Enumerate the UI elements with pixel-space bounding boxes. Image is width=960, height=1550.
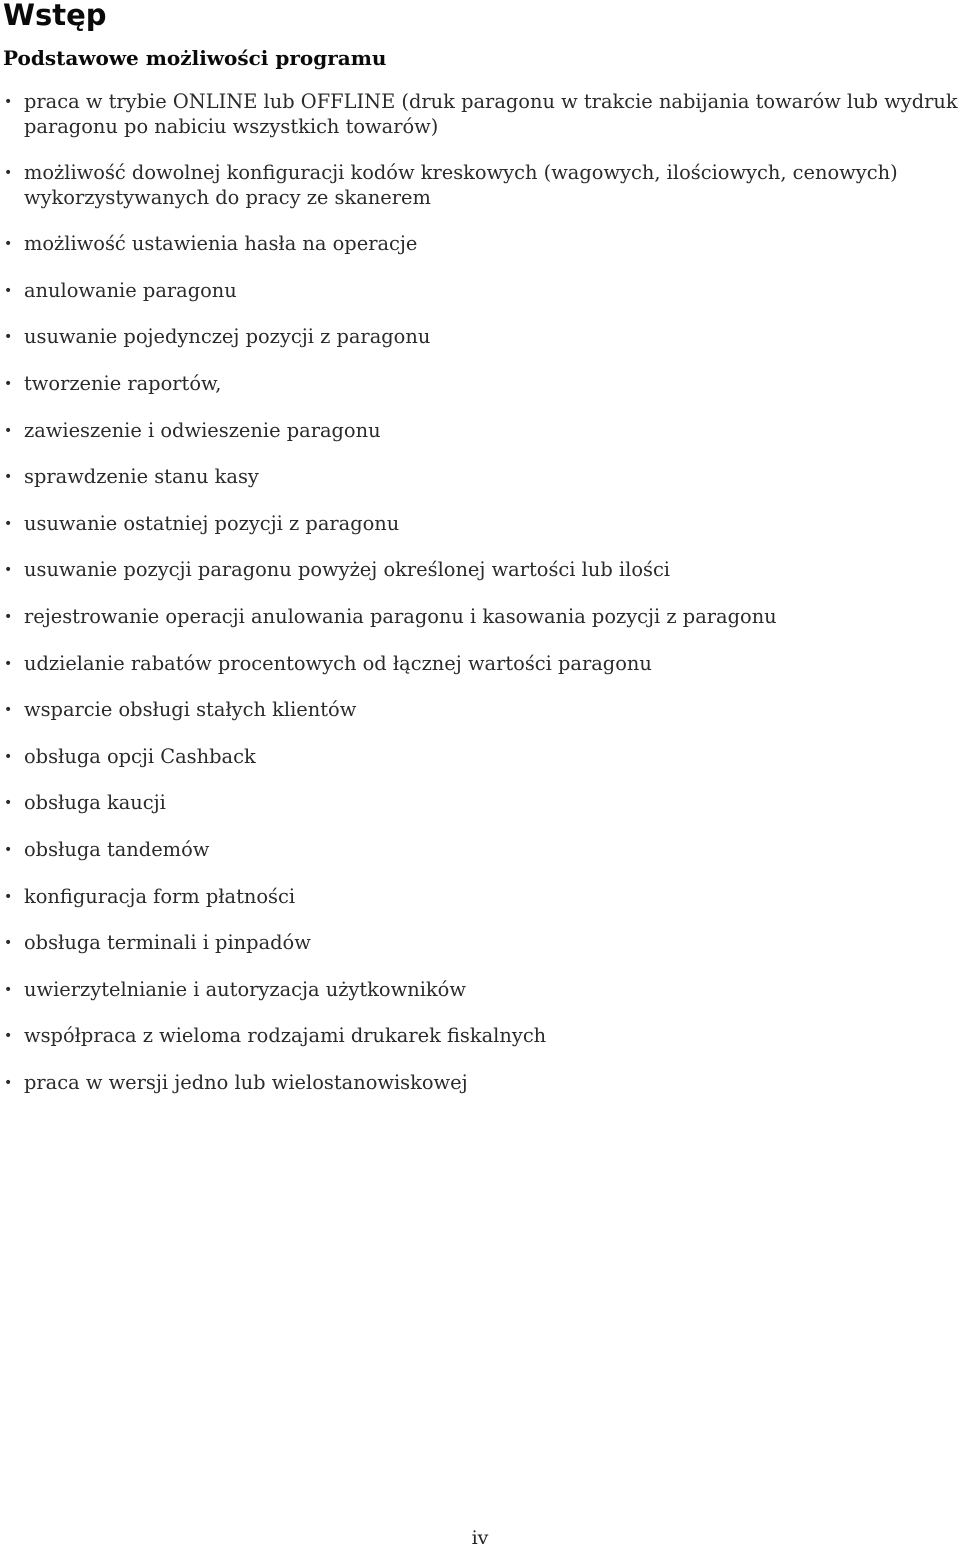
bullet-icon: •: [4, 748, 13, 765]
list-item-text: praca w trybie ONLINE lub OFFLINE (druk paragonu w trakcie nabijania towarów lub wydruk paragonu po nabiciu wszystkich towarów): [24, 90, 958, 138]
list-item-text: konfiguracja form płatności: [24, 884, 296, 908]
bullet-icon: •: [4, 562, 13, 579]
list-item-text: usuwanie pozycji paragonu powyżej określonej wartości lub ilości: [24, 558, 671, 582]
bullet-icon: •: [4, 375, 13, 392]
list-item-text: usuwanie pojedynczej pozycji z paragonu: [24, 325, 431, 349]
bullet-icon: •: [4, 94, 13, 110]
list-item: [0, 745, 960, 770]
bullet-icon: •: [4, 608, 13, 625]
bullet-icon: •: [4, 282, 13, 299]
bullet-icon: •: [4, 1028, 13, 1045]
bullet-icon: •: [4, 655, 13, 672]
list-item-text: tworzenie raportów,: [24, 371, 222, 395]
bullet-icon: •: [4, 236, 13, 253]
list-item-text: uwierzytelnianie i autoryzacja użytkowników: [24, 977, 466, 1001]
list-item-text: obsługa terminali i pinpadów: [24, 931, 311, 955]
list-item: [0, 605, 960, 630]
list-item: [0, 232, 960, 257]
feature-list: [0, 90, 960, 1117]
list-item-text: zawieszenie i odwieszenie paragonu: [24, 418, 381, 442]
list-item: [0, 652, 960, 677]
list-item: [0, 791, 960, 816]
list-item: [0, 325, 960, 350]
list-item-text: wsparcie obsługi stałych klientów: [24, 698, 357, 722]
page-number: iv: [471, 1527, 489, 1549]
list-item-text: możliwość dowolnej konfiguracji kodów kreskowych (wagowych, ilościowych, cenowych) wykorzystywanych do pracy ze skanerem: [24, 161, 898, 209]
list-item: [0, 90, 960, 139]
bullet-icon: •: [4, 795, 13, 812]
list-item: [0, 1071, 960, 1096]
list-item: [0, 698, 960, 723]
list-item-text: praca w wersji jedno lub wielostanowiskowej: [24, 1070, 468, 1094]
page-title: Wstęp: [3, 0, 107, 32]
list-item: [0, 372, 960, 397]
list-item-text: rejestrowanie operacji anulowania paragonu i kasowania pozycji z paragonu: [24, 604, 777, 628]
list-item-text: obsługa kaucji: [24, 791, 166, 815]
list-item: [0, 465, 960, 490]
list-item: [0, 931, 960, 956]
list-item-text: udzielanie rabatów procentowych od łącznej wartości paragonu: [24, 651, 652, 675]
list-item: [0, 885, 960, 910]
bullet-icon: •: [4, 841, 13, 858]
list-item-text: usuwanie ostatniej pozycji z paragonu: [24, 511, 400, 535]
bullet-icon: •: [4, 935, 13, 952]
list-item: [0, 558, 960, 583]
list-item: [0, 279, 960, 304]
list-item: [0, 1024, 960, 1049]
list-item-text: współpraca z wieloma rodzajami drukarek fiskalnych: [24, 1024, 547, 1048]
list-item-text: obsługa tandemów: [24, 837, 210, 861]
list-item: [0, 512, 960, 537]
list-item: [0, 978, 960, 1003]
list-item-text: anulowanie paragonu: [24, 278, 237, 302]
bullet-icon: •: [4, 515, 13, 532]
list-item-text: sprawdzenie stanu kasy: [24, 465, 259, 489]
bullet-icon: •: [4, 702, 13, 719]
list-item: [0, 419, 960, 444]
bullet-icon: •: [4, 329, 13, 346]
list-item: [0, 838, 960, 863]
list-item-text: możliwość ustawienia hasła na operacje: [24, 232, 418, 256]
list-item-text: obsługa opcji Cashback: [24, 744, 256, 768]
list-item: [0, 161, 960, 210]
bullet-icon: •: [4, 1074, 13, 1091]
bullet-icon: •: [4, 981, 13, 998]
bullet-icon: •: [4, 888, 13, 905]
bullet-icon: •: [4, 469, 13, 486]
section-title: Podstawowe możliwości programu: [3, 46, 387, 70]
bullet-icon: •: [4, 422, 13, 439]
bullet-icon: •: [4, 165, 13, 182]
